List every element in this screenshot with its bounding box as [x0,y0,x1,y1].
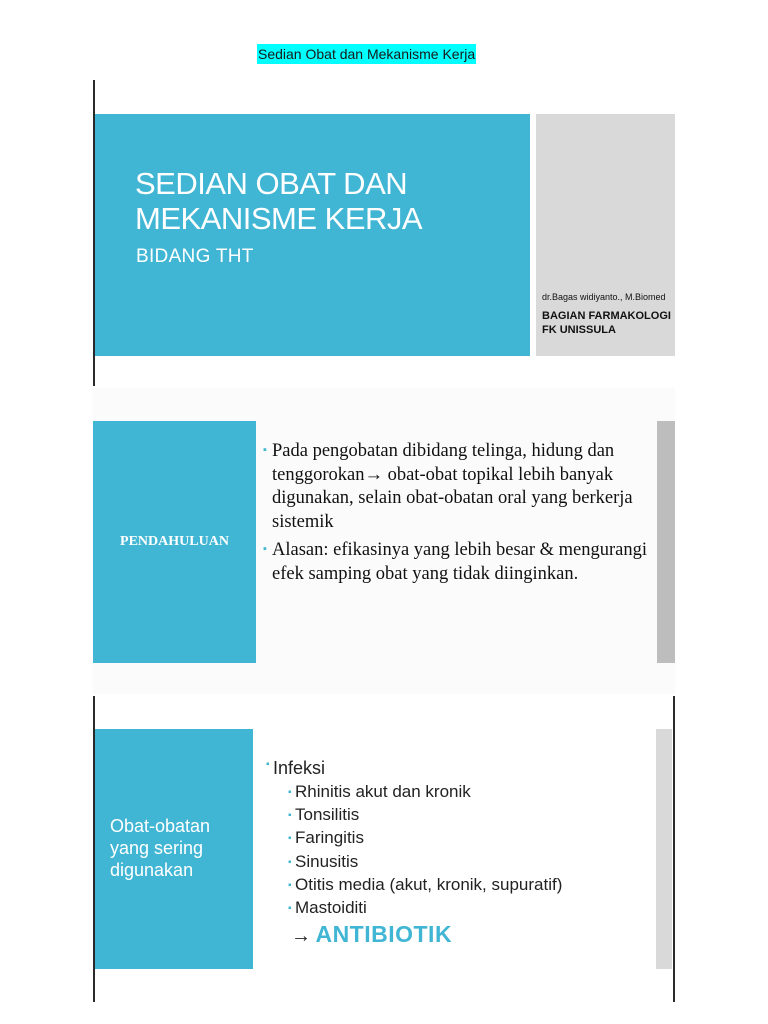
bullet-text: Sinusitis [295,851,359,871]
title-slide [93,80,675,386]
side-bar [656,729,672,969]
list-item [288,896,562,919]
bullet-text: Faringitis [295,828,364,848]
bullet-icon: ▪ [288,787,292,798]
list-item [288,850,562,873]
bullet-list [263,440,663,591]
department-line2: FK UNISSULA [542,324,616,336]
bullet-icon: ▪ [263,444,267,456]
slide-title-line1: SEDIAN OBAT DAN [135,166,408,201]
list-item [288,826,562,849]
bullet-icon: ▪ [288,856,292,868]
list-item [288,873,562,896]
list-item [288,780,562,803]
bullet-icon: ▪ [288,833,292,845]
document-title: Sedian Obat dan Mekanisme Kerja [258,46,476,62]
bullet-icon: ▪ [288,903,292,915]
list-item [266,758,325,779]
bullet-text: Tonsilitis [295,805,360,825]
bullet-text: Alasan: efikasinya yang lebih besar & mengurangi efek samping obat yang tidak diinginkan. [272,540,648,584]
bullet-text: Pada pengobatan dibidang telinga, hidung dan tenggorokan→ obat-obat topikal lebih banyak digunakan, selain obat-obatan oral yang berkerja sistemik [272,441,633,532]
list-item [263,440,663,534]
result-line [291,921,452,948]
bullet-text: Rhinitis akut dan kronik [295,782,471,801]
section-label-line3: digunakan [110,860,194,880]
department [542,309,671,337]
bullet-icon: ▪ [263,543,267,555]
list-item [263,539,663,586]
bullet-icon: ▪ [288,879,292,891]
slide-subtitle: BIDANG THT [136,246,254,267]
section-label-line1: Obat-obatan [110,816,211,836]
bullet-icon: ▪ [288,810,292,822]
drugs-slide [93,696,675,1002]
slide-border-right [673,696,675,1002]
section-label [110,815,210,881]
list-item [288,803,562,826]
slide-title [135,166,422,236]
bullet-text: Infeksi [273,758,326,778]
right-arrow-icon: → [291,925,311,947]
section-label-line2: yang sering [110,838,204,858]
author-name: dr.Bagas widiyanto., M.Biomed [542,292,666,302]
main-bullet [266,758,325,779]
result-text: ANTIBIOTIK [315,921,453,947]
bullet-text: Otitis media (akut, kronik, supuratif) [295,874,563,894]
bullet-text: Mastoiditi [295,898,367,918]
section-label: PENDAHULUAN [120,534,229,549]
intro-slide [93,388,675,694]
sub-bullet-list [288,780,562,919]
department-line1: BAGIAN FARMAKOLOGI [542,310,671,322]
bullet-icon: ▪ [266,759,270,770]
slide-title-line2: MEKANISME KERJA [135,201,423,236]
